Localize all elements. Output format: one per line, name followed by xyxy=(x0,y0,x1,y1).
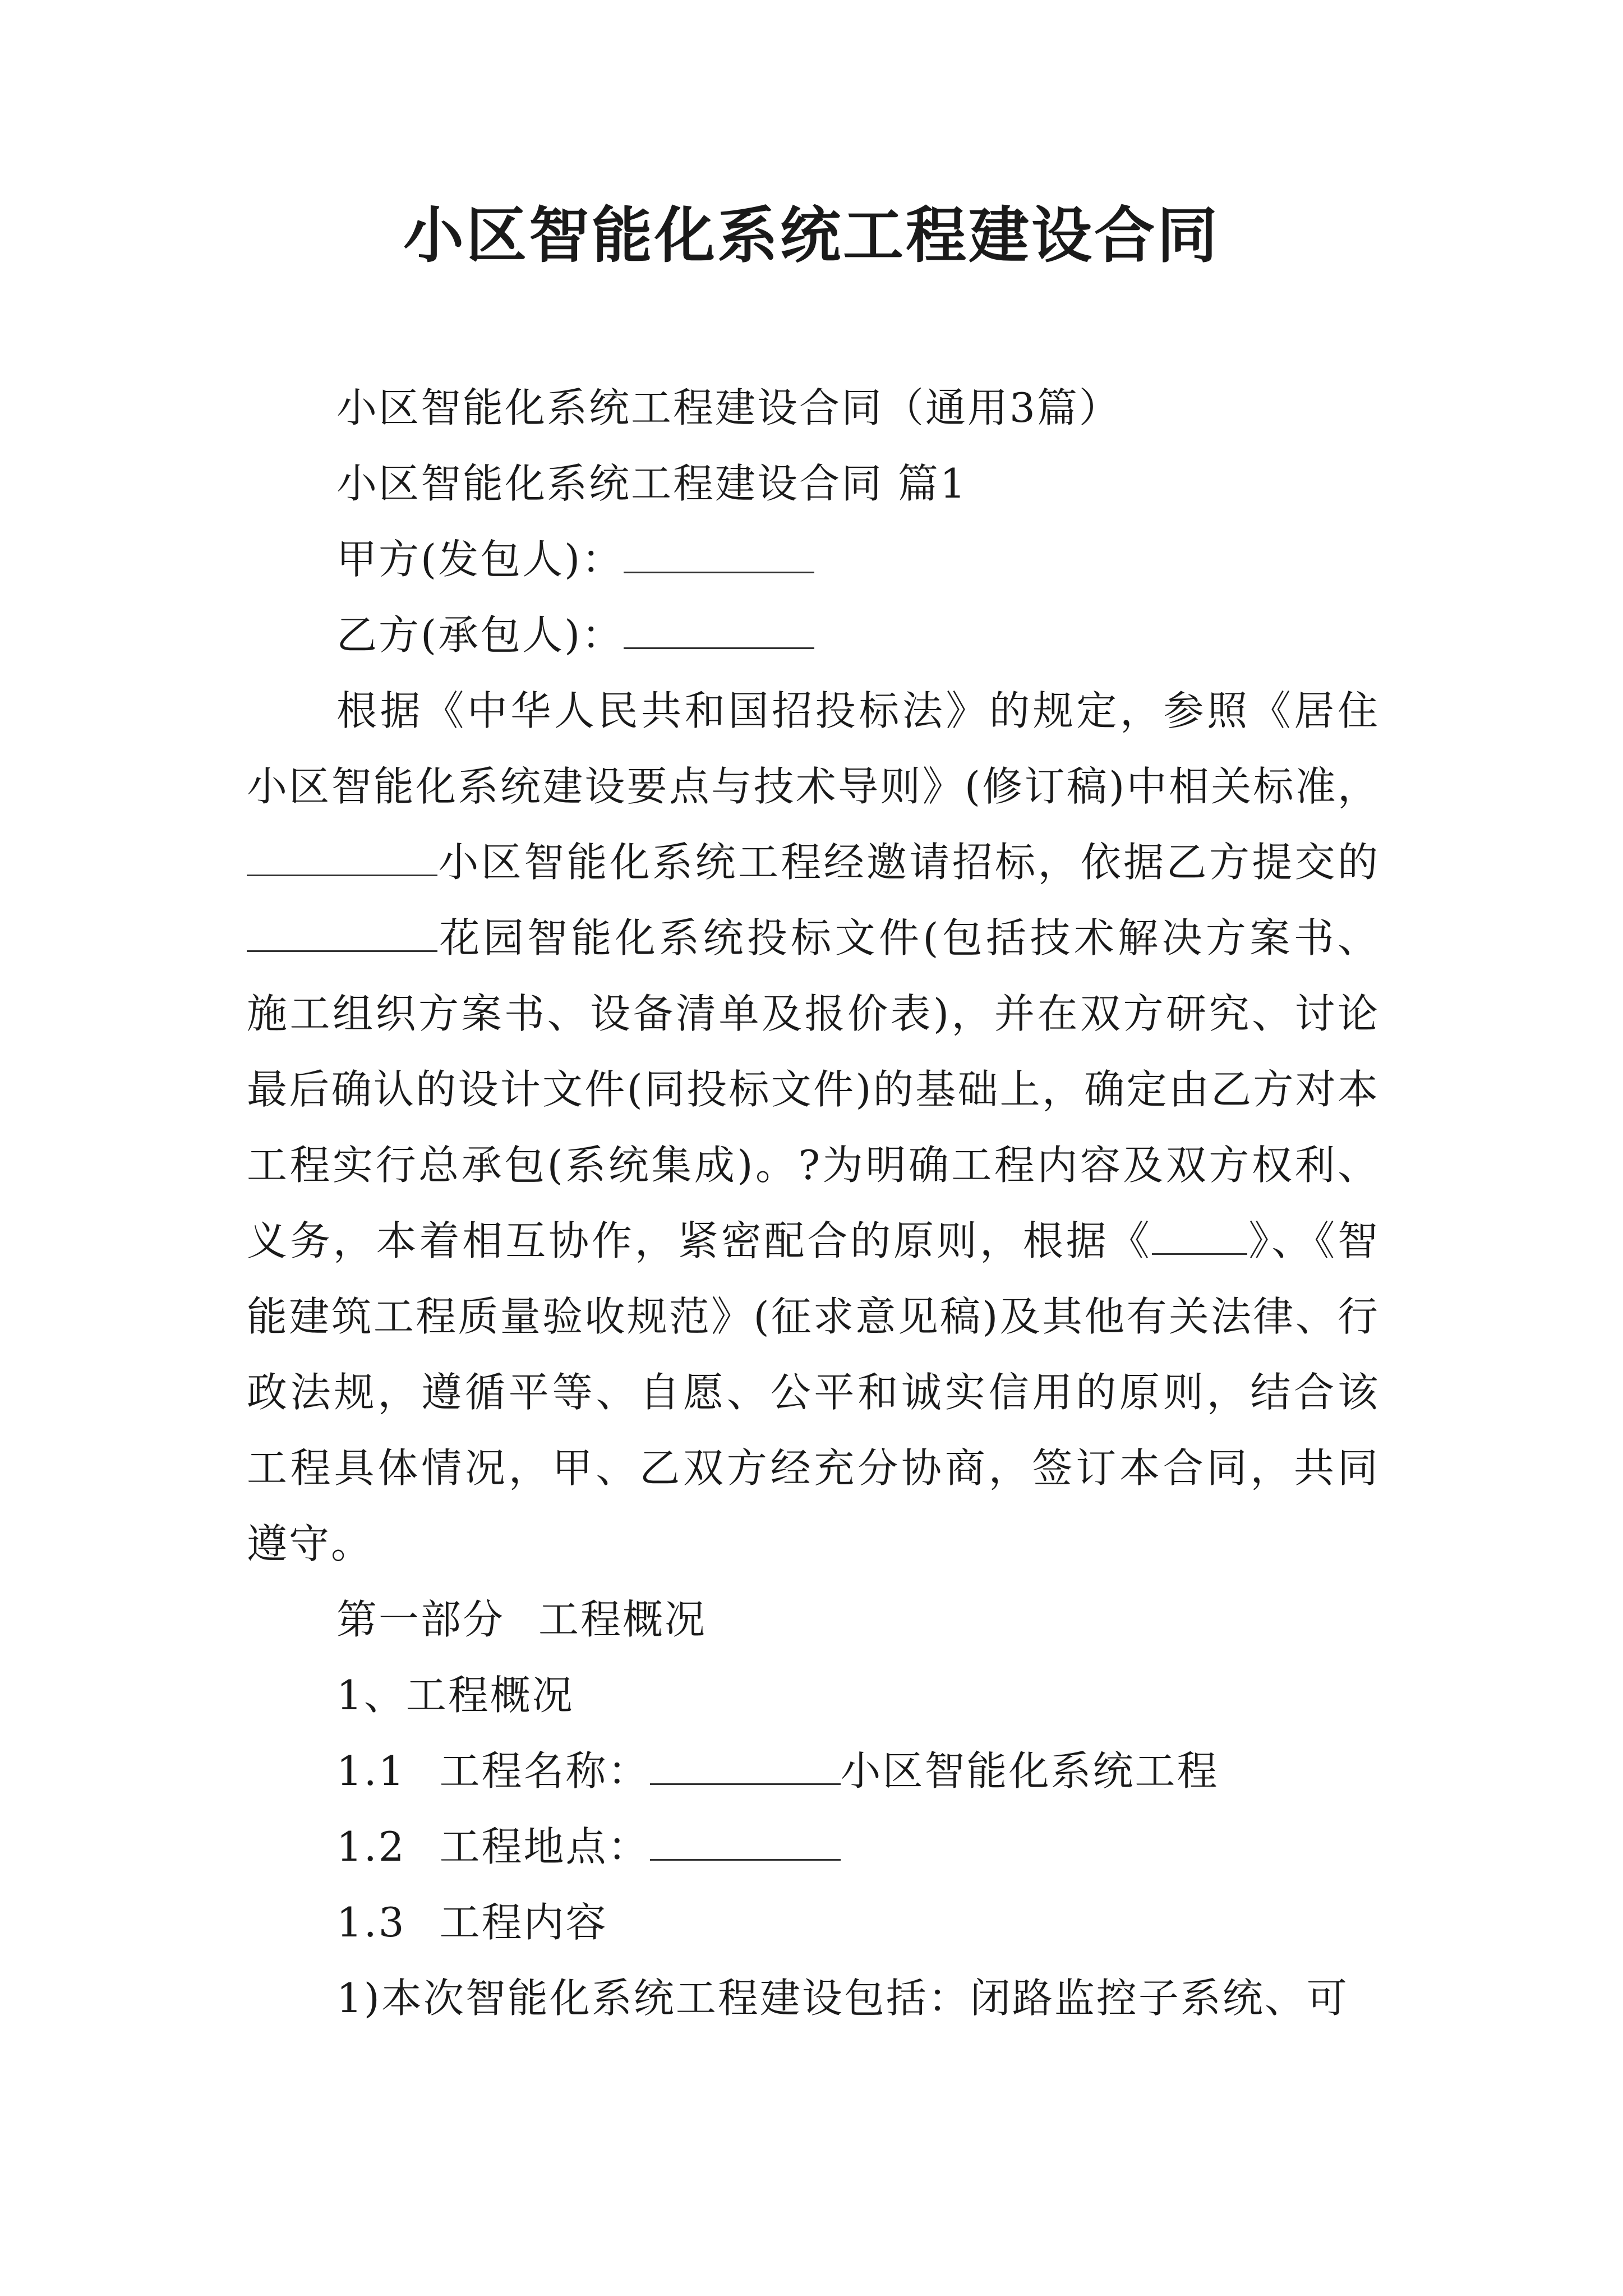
regulation-name-blank xyxy=(1152,1217,1247,1255)
intro-text-1: 根据《中华人民共和国招投标法》的规定，参照《居住小区智能化系统建设要点与技术导则》(修订稿)中相关标准， xyxy=(247,687,1380,810)
section-1-name: 工程概况 xyxy=(538,1596,707,1643)
item-1-1-suffix: 小区智能化系统工程 xyxy=(840,1747,1219,1795)
project-location-blank xyxy=(650,1823,841,1861)
intro-text-2: 小区智能化系统工程经邀请招标，依据乙方提交的 xyxy=(437,839,1380,886)
item-1-3-number: 1.3 xyxy=(336,1899,406,1946)
item-1-2-number: 1.2 xyxy=(336,1823,406,1870)
item-1-2 xyxy=(247,1809,1380,1885)
section-1-label: 第一部分 xyxy=(336,1596,505,1643)
part-heading: 小区智能化系统工程建设合同 篇1 xyxy=(336,460,967,507)
intro-text-4: 》、《智能建筑工程质量验收规范》(征求意见稿)及其他有关法律、行政法规，遵循平等、自愿、公平和诚实信用的原则，结合该工程具体情况，甲、乙双方经充分协商，签订本合同，共同遵守。 xyxy=(247,1217,1380,1567)
party-a-line xyxy=(247,522,1380,597)
section-1-heading xyxy=(247,1582,1380,1658)
community-name-blank xyxy=(247,839,437,876)
intro-text-3: 花园智能化系统投标文件(包括技术解决方案书、施工组织方案书、设备清单及报价表)，并在双方研究、讨论最后确认的设计文件(同投标文件)的基础上，确定由乙方对本工程实行总承包(系统集成)。?为明确工程内容及双方权利、义务，本着相互协作，紧密配合的原则，根据《 xyxy=(247,914,1380,1264)
item-1-2-label: 工程地点： xyxy=(439,1823,650,1870)
party-a-label: 甲方(发包人)： xyxy=(336,536,624,583)
garden-name-blank xyxy=(247,914,437,952)
item-1-3-1: 1)本次智能化系统工程建设包括：闭路监控子系统、可 xyxy=(336,1975,1349,2022)
document-body xyxy=(247,370,1380,2036)
intro-paragraph xyxy=(247,673,1380,1582)
party-a-blank xyxy=(624,536,814,573)
project-name-blank xyxy=(650,1747,841,1785)
item-1-1-number: 1.1 xyxy=(336,1747,406,1795)
item-1-3-label: 工程内容 xyxy=(439,1899,608,1946)
subtitle: 小区智能化系统工程建设合同（通用3篇） xyxy=(336,384,1121,431)
item-1-1-label: 工程名称： xyxy=(439,1747,650,1795)
party-b-label: 乙方(承包人)： xyxy=(336,611,624,659)
party-b-blank xyxy=(624,611,814,649)
document-title: 小区智能化系统工程建设合同 xyxy=(403,200,1220,271)
party-b-line xyxy=(247,597,1380,673)
item-1: 1、工程概况 xyxy=(336,1672,574,1719)
item-1-1 xyxy=(247,1733,1380,1809)
item-1-3 xyxy=(247,1885,1380,1961)
